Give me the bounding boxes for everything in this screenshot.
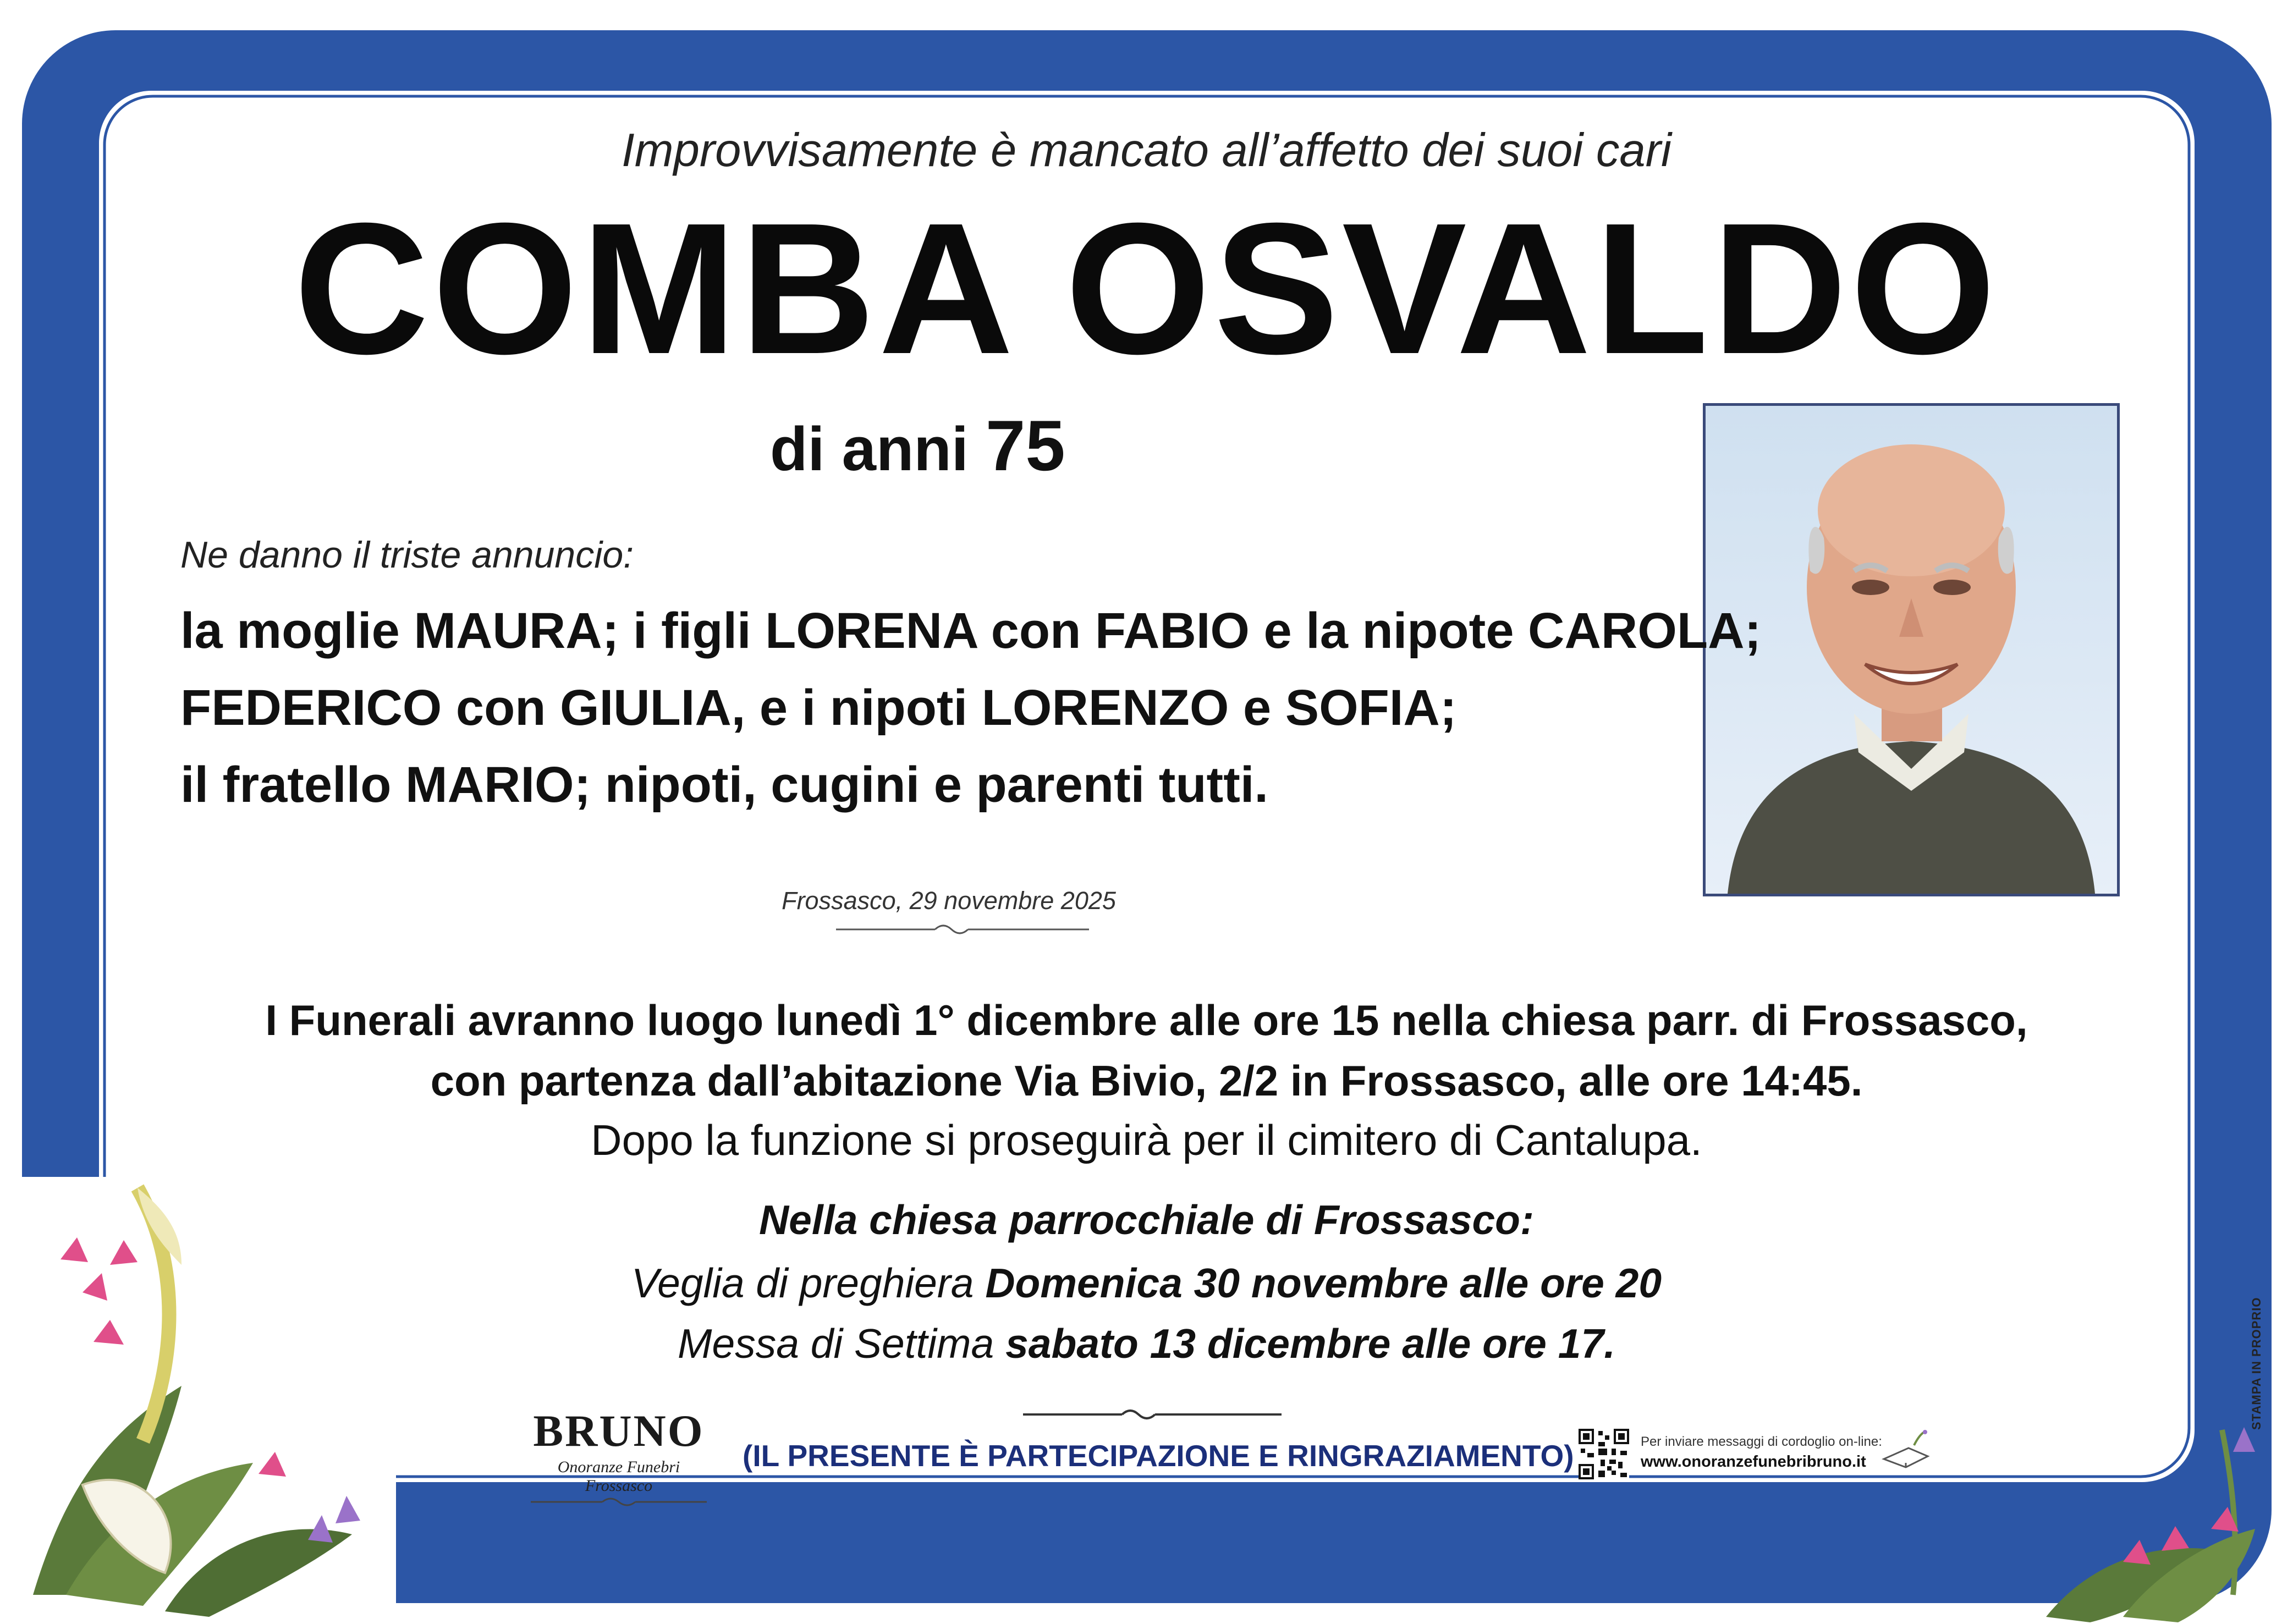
- age-prefix: di anni: [770, 415, 969, 483]
- condolence-label: Per inviare messaggi di cordoglio on-line:: [1641, 1434, 1882, 1449]
- vigil-when: Domenica 30 novembre alle ore 20: [985, 1260, 1662, 1306]
- family-line-1: la moglie MAURA; i figli LORENA con FABIO e la nipote CAROLA;: [180, 603, 1762, 659]
- funeral-line-1: I Funerali avranno luogo lunedì 1° dicembre alle ore 15 nella chiesa parr. di Frossasco,: [265, 996, 2028, 1044]
- announcement-label: Ne danno il triste annuncio:: [180, 534, 634, 576]
- condolence-website-link[interactable]: www.onoranzefunebribruno.it: [1641, 1453, 1866, 1471]
- vigil-line: [0, 1259, 2293, 1307]
- flowers-left-decoration: [0, 1177, 396, 1624]
- family-line-3: il fratello MARIO; nipoti, cugini e parenti tutti.: [180, 757, 1268, 813]
- print-stamp-note: STAMPA IN PROPRIO: [2250, 1297, 2263, 1430]
- family-line-2: FEDERICO con GIULIA, e i nipoti LORENZO e SOFIA;: [180, 680, 1457, 736]
- age-value: 75: [986, 405, 1065, 486]
- church-heading: Nella chiesa parrocchiale di Frossasco:: [759, 1197, 1534, 1243]
- brand-underline-ornament: [525, 1495, 712, 1509]
- funeral-line-2: con partenza dall’abitazione Via Bivio, 2/2 in Frossasco, alle ore 14:45.: [430, 1056, 1863, 1105]
- participation-note: (IL PRESENTE È PARTECIPAZIONE E RINGRAZIAMENTO): [743, 1439, 1574, 1473]
- deceased-photo: [1703, 403, 2120, 896]
- mass-prefix: Messa di Settima: [678, 1320, 994, 1367]
- deceased-age: [770, 404, 1065, 487]
- vigil-prefix: Veglia di preghiera: [631, 1260, 974, 1306]
- mass-when: sabato 13 dicembre alle ore 17.: [1005, 1320, 1615, 1367]
- brand-name: BRUNO: [533, 1406, 705, 1456]
- funeral-line-3: Dopo la funzione si proseguirà per il cimitero di Cantalupa.: [591, 1116, 1702, 1164]
- portrait-image: [1706, 406, 2117, 894]
- brand-subtitle: Onoranze Funebri Frossasco: [557, 1458, 680, 1495]
- deceased-name: COMBA OSVALDO: [294, 184, 1999, 393]
- intro-line: Improvvisamente è mancato all’affetto dei suoi cari: [622, 124, 1671, 177]
- mass-line: [0, 1320, 2293, 1367]
- book-icon: [1881, 1429, 1931, 1473]
- funeral-home-logo: [525, 1405, 712, 1511]
- place-date: Frossasco, 29 novembre 2025: [782, 887, 1116, 915]
- qr-code-icon[interactable]: [1579, 1429, 1629, 1479]
